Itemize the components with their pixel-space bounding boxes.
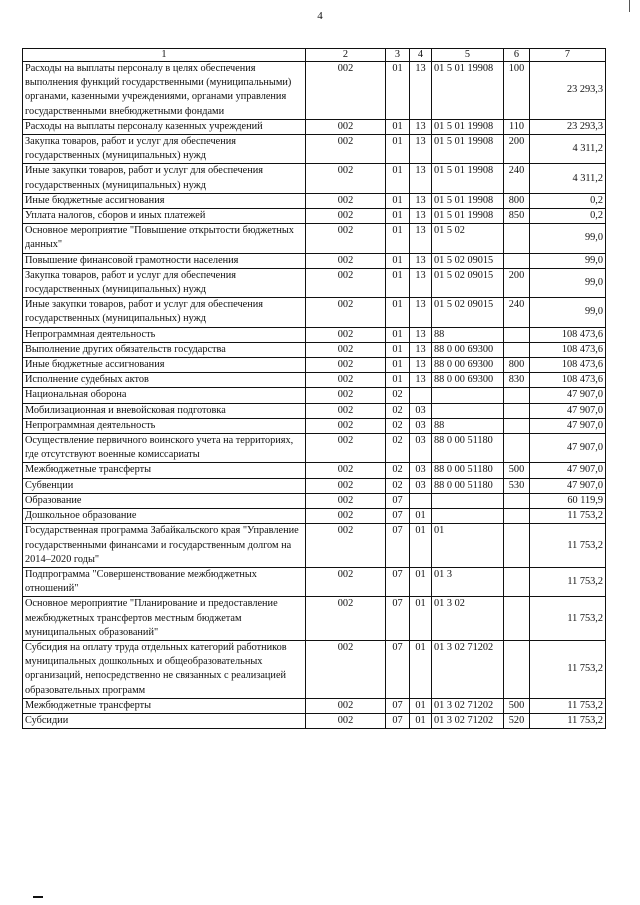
subsection-code-cell: 01 <box>410 713 432 728</box>
target-item-code-cell: 01 5 01 19908 <box>432 62 504 120</box>
table-row <box>23 164 606 193</box>
target-item-code-cell <box>432 403 504 418</box>
table-row <box>23 135 606 164</box>
target-item-code-cell: 88 0 00 69300 <box>432 373 504 388</box>
expense-type-code-cell: 850 <box>504 209 530 224</box>
header-cell-5: 5 <box>432 49 504 62</box>
expense-type-code-cell <box>504 327 530 342</box>
amount-cell: 11 753,2 <box>530 640 606 698</box>
expense-name-cell: Мобилизационная и вневойсковая подготовка <box>23 403 306 418</box>
expense-name-cell: Основное мероприятие "Планирование и предоставление межбюджетных трансфертов местным бюджетам муниципальных образований" <box>23 597 306 641</box>
subsection-code-cell: 01 <box>410 640 432 698</box>
expense-type-code-cell <box>504 403 530 418</box>
amount-cell: 47 907,0 <box>530 388 606 403</box>
expense-type-code-cell: 520 <box>504 713 530 728</box>
subsection-code-cell: 03 <box>410 478 432 493</box>
expense-name-cell: Дошкольное образование <box>23 509 306 524</box>
expense-name-cell: Межбюджетные трансферты <box>23 463 306 478</box>
section-code-cell: 01 <box>386 327 410 342</box>
amount-cell: 108 473,6 <box>530 327 606 342</box>
expense-name-cell: Исполнение судебных актов <box>23 373 306 388</box>
table-row <box>23 342 606 357</box>
expense-name-cell: Государственная программа Забайкальского края "Управление государственными финансами и государственным долгом на 2014–2020 годы" <box>23 524 306 568</box>
subsection-code-cell: 13 <box>410 224 432 253</box>
section-code-cell: 01 <box>386 209 410 224</box>
grbs-code-cell: 002 <box>306 567 386 596</box>
section-code-cell: 07 <box>386 509 410 524</box>
expense-type-code-cell <box>504 524 530 568</box>
header-cell-6: 6 <box>504 49 530 62</box>
table-row <box>23 327 606 342</box>
amount-cell: 4 311,2 <box>530 135 606 164</box>
grbs-code-cell: 002 <box>306 224 386 253</box>
expense-name-cell: Выполнение других обязательств государства <box>23 342 306 357</box>
subsection-code-cell: 13 <box>410 358 432 373</box>
subsection-code-cell: 13 <box>410 253 432 268</box>
subsection-code-cell: 03 <box>410 434 432 463</box>
target-item-code-cell <box>432 509 504 524</box>
amount-cell: 99,0 <box>530 253 606 268</box>
table-row <box>23 478 606 493</box>
grbs-code-cell: 002 <box>306 62 386 120</box>
header-cell-3: 3 <box>386 49 410 62</box>
amount-cell: 11 753,2 <box>530 509 606 524</box>
expense-name-cell: Закупка товаров, работ и услуг для обеспечения государственных (муниципальных) нужд <box>23 268 306 297</box>
expense-name-cell: Основное мероприятие "Повышение открытости бюджетных данных" <box>23 224 306 253</box>
target-item-code-cell: 88 0 00 51180 <box>432 434 504 463</box>
target-item-code-cell: 01 <box>432 524 504 568</box>
table-row <box>23 224 606 253</box>
grbs-code-cell: 002 <box>306 342 386 357</box>
target-item-code-cell <box>432 388 504 403</box>
header-cell-2: 2 <box>306 49 386 62</box>
section-code-cell: 07 <box>386 713 410 728</box>
expense-name-cell: Национальная оборона <box>23 388 306 403</box>
table-row <box>23 640 606 698</box>
amount-cell: 11 753,2 <box>530 597 606 641</box>
grbs-code-cell: 002 <box>306 298 386 327</box>
expense-type-code-cell <box>504 388 530 403</box>
target-item-code-cell: 01 5 01 19908 <box>432 193 504 208</box>
section-code-cell: 02 <box>386 388 410 403</box>
grbs-code-cell: 002 <box>306 388 386 403</box>
subsection-code-cell: 13 <box>410 268 432 297</box>
expense-type-code-cell: 500 <box>504 698 530 713</box>
header-cell-1: 1 <box>23 49 306 62</box>
expense-name-cell: Субсидии <box>23 713 306 728</box>
expense-type-code-cell: 100 <box>504 62 530 120</box>
expense-type-code-cell <box>504 597 530 641</box>
amount-cell: 60 119,9 <box>530 493 606 508</box>
section-code-cell: 01 <box>386 62 410 120</box>
expense-name-cell: Уплата налогов, сборов и иных платежей <box>23 209 306 224</box>
expense-type-code-cell: 240 <box>504 298 530 327</box>
subsection-code-cell: 01 <box>410 698 432 713</box>
grbs-code-cell: 002 <box>306 358 386 373</box>
expense-type-code-cell <box>504 509 530 524</box>
subsection-code-cell: 13 <box>410 298 432 327</box>
header-cell-7: 7 <box>530 49 606 62</box>
expense-type-code-cell <box>504 640 530 698</box>
subsection-code-cell: 01 <box>410 597 432 641</box>
grbs-code-cell: 002 <box>306 463 386 478</box>
table-row <box>23 193 606 208</box>
grbs-code-cell: 002 <box>306 524 386 568</box>
section-code-cell: 07 <box>386 493 410 508</box>
amount-cell: 0,2 <box>530 193 606 208</box>
table-row <box>23 268 606 297</box>
table-row <box>23 418 606 433</box>
section-code-cell: 07 <box>386 567 410 596</box>
target-item-code-cell: 01 5 01 19908 <box>432 209 504 224</box>
subsection-code-cell: 13 <box>410 342 432 357</box>
subsection-code-cell: 03 <box>410 463 432 478</box>
table-row <box>23 698 606 713</box>
amount-cell: 99,0 <box>530 268 606 297</box>
grbs-code-cell: 002 <box>306 403 386 418</box>
grbs-code-cell: 002 <box>306 713 386 728</box>
amount-cell: 47 907,0 <box>530 478 606 493</box>
expense-name-cell: Закупка товаров, работ и услуг для обеспечения государственных (муниципальных) нужд <box>23 135 306 164</box>
table-row <box>23 119 606 134</box>
amount-cell: 11 753,2 <box>530 567 606 596</box>
table-row <box>23 403 606 418</box>
amount-cell: 4 311,2 <box>530 164 606 193</box>
subsection-code-cell: 13 <box>410 62 432 120</box>
expense-name-cell: Иные закупки товаров, работ и услуг для обеспечения государственных (муниципальных) нужд <box>23 164 306 193</box>
target-item-code-cell: 01 5 01 19908 <box>432 119 504 134</box>
target-item-code-cell: 01 3 02 71202 <box>432 640 504 698</box>
scan-bottom-mark <box>33 896 43 898</box>
table-row <box>23 434 606 463</box>
grbs-code-cell: 002 <box>306 193 386 208</box>
page-number: 4 <box>317 10 323 22</box>
section-code-cell: 02 <box>386 463 410 478</box>
table-row <box>23 62 606 120</box>
subsection-code-cell: 01 <box>410 509 432 524</box>
section-code-cell: 01 <box>386 298 410 327</box>
table-row <box>23 358 606 373</box>
section-code-cell: 02 <box>386 434 410 463</box>
grbs-code-cell: 002 <box>306 327 386 342</box>
expense-type-code-cell <box>504 493 530 508</box>
grbs-code-cell: 002 <box>306 373 386 388</box>
target-item-code-cell: 88 0 00 69300 <box>432 342 504 357</box>
expense-name-cell: Субвенции <box>23 478 306 493</box>
subsection-code-cell: 13 <box>410 209 432 224</box>
section-code-cell: 01 <box>386 193 410 208</box>
grbs-code-cell: 002 <box>306 597 386 641</box>
table-row <box>23 209 606 224</box>
subsection-code-cell: 13 <box>410 193 432 208</box>
table-row <box>23 713 606 728</box>
table-row <box>23 298 606 327</box>
header-row <box>23 49 606 62</box>
amount-cell: 47 907,0 <box>530 463 606 478</box>
subsection-code-cell: 13 <box>410 373 432 388</box>
expense-name-cell: Иные бюджетные ассигнования <box>23 193 306 208</box>
subsection-code-cell: 13 <box>410 135 432 164</box>
amount-cell: 11 753,2 <box>530 713 606 728</box>
section-code-cell: 01 <box>386 268 410 297</box>
amount-cell: 47 907,0 <box>530 434 606 463</box>
grbs-code-cell: 002 <box>306 209 386 224</box>
table-row <box>23 524 606 568</box>
table-row <box>23 493 606 508</box>
expense-type-code-cell: 110 <box>504 119 530 134</box>
target-item-code-cell: 01 3 02 <box>432 597 504 641</box>
amount-cell: 23 293,3 <box>530 62 606 120</box>
target-item-code-cell: 88 0 00 69300 <box>432 358 504 373</box>
section-code-cell: 01 <box>386 164 410 193</box>
subsection-code-cell <box>410 388 432 403</box>
grbs-code-cell: 002 <box>306 164 386 193</box>
expense-name-cell: Расходы на выплаты персоналу в целях обеспечения выполнения функций государственными (муниципальными) органами, казенными учреждениями, органами управления государственными внебюджетными фондами <box>23 62 306 120</box>
expense-type-code-cell <box>504 567 530 596</box>
section-code-cell: 01 <box>386 373 410 388</box>
section-code-cell: 01 <box>386 342 410 357</box>
target-item-code-cell: 88 <box>432 327 504 342</box>
amount-cell: 108 473,6 <box>530 358 606 373</box>
target-item-code-cell: 01 5 02 09015 <box>432 268 504 297</box>
expense-type-code-cell: 240 <box>504 164 530 193</box>
target-item-code-cell <box>432 493 504 508</box>
expense-type-code-cell: 800 <box>504 193 530 208</box>
grbs-code-cell: 002 <box>306 135 386 164</box>
section-code-cell: 01 <box>386 135 410 164</box>
table-row <box>23 388 606 403</box>
amount-cell: 23 293,3 <box>530 119 606 134</box>
amount-cell: 108 473,6 <box>530 373 606 388</box>
expense-type-code-cell: 830 <box>504 373 530 388</box>
expense-name-cell: Подпрограмма "Совершенствование межбюджетных отношений" <box>23 567 306 596</box>
expense-name-cell: Осуществление первичного воинского учета на территориях, где отсутствуют военные комиссариаты <box>23 434 306 463</box>
amount-cell: 108 473,6 <box>530 342 606 357</box>
expense-type-code-cell: 500 <box>504 463 530 478</box>
subsection-code-cell: 01 <box>410 524 432 568</box>
expense-name-cell: Межбюджетные трансферты <box>23 698 306 713</box>
table-row <box>23 597 606 641</box>
section-code-cell: 07 <box>386 698 410 713</box>
target-item-code-cell: 88 0 00 51180 <box>432 463 504 478</box>
grbs-code-cell: 002 <box>306 493 386 508</box>
target-item-code-cell: 01 5 01 19908 <box>432 164 504 193</box>
expense-name-cell: Образование <box>23 493 306 508</box>
table-row <box>23 373 606 388</box>
expense-name-cell: Повышение финансовой грамотности населения <box>23 253 306 268</box>
scan-corner-mark <box>629 0 630 12</box>
target-item-code-cell: 01 3 <box>432 567 504 596</box>
expense-type-code-cell: 800 <box>504 358 530 373</box>
table-row <box>23 509 606 524</box>
amount-cell: 11 753,2 <box>530 698 606 713</box>
target-item-code-cell: 88 0 00 51180 <box>432 478 504 493</box>
grbs-code-cell: 002 <box>306 509 386 524</box>
subsection-code-cell: 03 <box>410 418 432 433</box>
section-code-cell: 01 <box>386 224 410 253</box>
grbs-code-cell: 002 <box>306 253 386 268</box>
amount-cell: 0,2 <box>530 209 606 224</box>
section-code-cell: 01 <box>386 358 410 373</box>
expense-name-cell: Иные бюджетные ассигнования <box>23 358 306 373</box>
subsection-code-cell <box>410 493 432 508</box>
header-cell-4: 4 <box>410 49 432 62</box>
grbs-code-cell: 002 <box>306 418 386 433</box>
grbs-code-cell: 002 <box>306 640 386 698</box>
budget-table <box>22 48 606 729</box>
expense-name-cell: Расходы на выплаты персоналу казенных учреждений <box>23 119 306 134</box>
section-code-cell: 01 <box>386 253 410 268</box>
amount-cell: 47 907,0 <box>530 403 606 418</box>
target-item-code-cell: 01 5 01 19908 <box>432 135 504 164</box>
expense-name-cell: Непрограммная деятельность <box>23 327 306 342</box>
section-code-cell: 02 <box>386 418 410 433</box>
expense-name-cell: Непрограммная деятельность <box>23 418 306 433</box>
target-item-code-cell: 01 5 02 09015 <box>432 253 504 268</box>
subsection-code-cell: 13 <box>410 327 432 342</box>
section-code-cell: 07 <box>386 524 410 568</box>
section-code-cell: 02 <box>386 478 410 493</box>
expense-type-code-cell <box>504 418 530 433</box>
grbs-code-cell: 002 <box>306 478 386 493</box>
expense-name-cell: Субсидия на оплату труда отдельных категорий работников муниципальных дошкольных и общеобразовательных организаций, непосредственно не связанных с реализацией образовательных программ <box>23 640 306 698</box>
target-item-code-cell: 01 3 02 71202 <box>432 698 504 713</box>
grbs-code-cell: 002 <box>306 268 386 297</box>
expense-type-code-cell: 530 <box>504 478 530 493</box>
section-code-cell: 02 <box>386 403 410 418</box>
section-code-cell: 07 <box>386 640 410 698</box>
subsection-code-cell: 01 <box>410 567 432 596</box>
expense-type-code-cell: 200 <box>504 135 530 164</box>
target-item-code-cell: 01 3 02 71202 <box>432 713 504 728</box>
target-item-code-cell: 88 <box>432 418 504 433</box>
expense-type-code-cell <box>504 224 530 253</box>
grbs-code-cell: 002 <box>306 434 386 463</box>
amount-cell: 99,0 <box>530 224 606 253</box>
expense-type-code-cell <box>504 434 530 463</box>
table-row <box>23 463 606 478</box>
section-code-cell: 07 <box>386 597 410 641</box>
subsection-code-cell: 13 <box>410 119 432 134</box>
amount-cell: 47 907,0 <box>530 418 606 433</box>
table-row <box>23 253 606 268</box>
expense-type-code-cell <box>504 253 530 268</box>
amount-cell: 99,0 <box>530 298 606 327</box>
subsection-code-cell: 03 <box>410 403 432 418</box>
expense-name-cell: Иные закупки товаров, работ и услуг для обеспечения государственных (муниципальных) нужд <box>23 298 306 327</box>
grbs-code-cell: 002 <box>306 119 386 134</box>
target-item-code-cell: 01 5 02 <box>432 224 504 253</box>
grbs-code-cell: 002 <box>306 698 386 713</box>
amount-cell: 11 753,2 <box>530 524 606 568</box>
table-row <box>23 567 606 596</box>
subsection-code-cell: 13 <box>410 164 432 193</box>
expense-type-code-cell: 200 <box>504 268 530 297</box>
target-item-code-cell: 01 5 02 09015 <box>432 298 504 327</box>
expense-type-code-cell <box>504 342 530 357</box>
section-code-cell: 01 <box>386 119 410 134</box>
